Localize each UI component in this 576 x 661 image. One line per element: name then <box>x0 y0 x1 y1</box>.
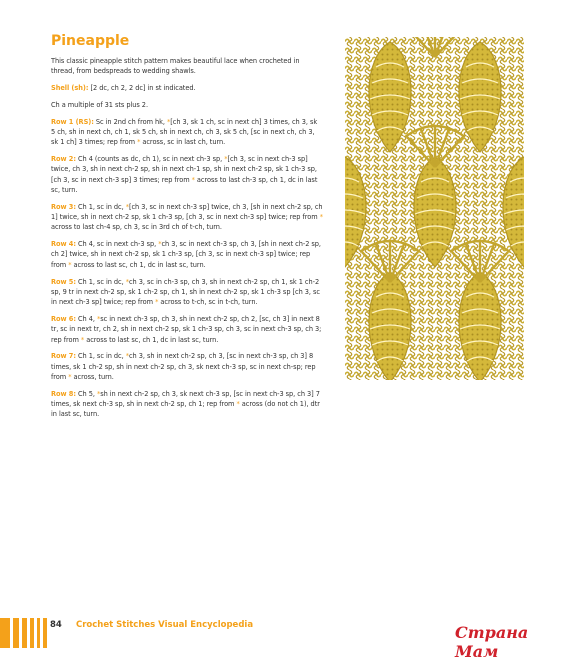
shell-label: Shell (sh): <box>51 84 89 93</box>
shell-text: [2 dc, ch 2, 2 dc] in st indicated. <box>90 84 196 93</box>
row-text-start: Ch 4, <box>77 314 97 323</box>
row-label: Row 1 (RS): <box>51 117 94 126</box>
row-label: Row 5: <box>51 277 76 286</box>
row-text-end: across to t-ch, sc in t-ch, turn. <box>158 298 258 307</box>
row-text-body: [ch 3, sc in next ch-3 sp] twice, ch 3, sh in next ch-2 sp, sh in next ch-1 sp, sh in next ch-2 sp, sk 1 ch-3 sp, [ch 3, sc in next ch-3 sp] 3 times; rep from <box>51 155 317 184</box>
site-watermark: Страна Мам <box>455 623 529 661</box>
repeat-star-icon: * <box>137 138 141 147</box>
row-text-body: ch 3, sh in next ch-2 sp, ch 3, [sc in next ch-3 sp, ch 3] 8 times, sk 1 ch-2 sp, sh in next ch-2 sp, ch 3, sk next ch-3 sp, sc in next ch-sp; rep from <box>51 352 316 381</box>
repeat-star-icon: * <box>191 175 195 184</box>
repeat-star-icon: * <box>68 260 72 269</box>
row-text-body: [ch 3, sk 1 ch, sc in next ch] 3 times, ch 3, sk 5 ch, sh in next ch, ch 1, sk 5 ch, sh in next ch, ch 3, sk 5 ch, [sc in next ch, ch 3, sk 1 ch] 3 times; rep from <box>51 117 318 147</box>
footer-stripe <box>40 618 43 648</box>
row-instruction <box>51 314 323 345</box>
row-label: Row 7: <box>51 352 76 361</box>
repeat-star-icon: * <box>166 117 171 126</box>
row-text-start: Sc in 2nd ch from hk, <box>95 117 167 126</box>
repeat-star-icon: * <box>80 335 85 344</box>
repeat-star-icon: * <box>224 155 228 164</box>
row-text-body: [ch 3, sc in next ch-3 sp] twice, ch 3, [sh in next ch-2 sp, ch 1] twice, sh in next ch-2 sp, sk 1 ch-3 sp, [ch 3, sc in next ch-3 sp] twice; rep from <box>51 202 323 222</box>
row-text-end: across (do not ch 1), dtr in last sc, turn. <box>51 400 320 419</box>
row-instruction <box>51 202 323 233</box>
page-title: Pineapple <box>51 33 130 49</box>
row-text-start: Ch 1, sc in dc, <box>77 352 126 361</box>
repeat-star-icon: * <box>125 352 129 361</box>
footer-stripe <box>34 618 37 648</box>
footer-stripe <box>10 618 13 648</box>
page-number: 84 <box>50 620 62 630</box>
row-text-end: across to last sc, ch 1, dc in last sc, turn. <box>71 260 206 269</box>
repeat-star-icon: * <box>96 389 101 398</box>
footer-stripe <box>19 618 22 648</box>
row-instruction <box>51 117 323 148</box>
row-text-end: across to last ch-3 sp, ch 1, dc in last sc, turn. <box>51 175 318 194</box>
row-label: Row 4: <box>51 240 76 249</box>
repeat-star-icon: * <box>319 213 323 222</box>
row-instruction <box>51 239 323 270</box>
shell-definition <box>51 83 323 93</box>
intro-paragraph: This classic pineapple stitch pattern makes beautiful lace when crocheted in thread, from bedspreads to wedding shawls. <box>51 57 300 76</box>
row-label: Row 8: <box>51 389 76 398</box>
pattern-instructions <box>51 56 323 426</box>
row-text-end: across to last ch-4 sp, ch 3, sc in 3rd ch of t-ch, turn. <box>51 223 222 232</box>
repeat-star-icon: * <box>158 240 162 249</box>
row-text-start: Ch 4 (counts as dc, ch 1), sc in next ch-3 sp, <box>77 155 225 164</box>
chain-instruction: Ch a multiple of 31 sts plus 2. <box>51 100 148 109</box>
row-instruction <box>51 277 323 308</box>
row-instruction <box>51 389 323 420</box>
row-label: Row 6: <box>51 314 76 323</box>
repeat-star-icon: * <box>155 298 159 307</box>
row-text-start: Ch 5, <box>77 389 97 398</box>
row-text-end: across, turn. <box>71 372 114 381</box>
row-instruction <box>51 154 323 195</box>
repeat-star-icon: * <box>125 202 129 211</box>
row-text-body: ch 3, sc in ch-3 sp, ch 3, sh in next ch-2 sp, ch 1, sk 1 ch-2 sp, 9 tr in next ch-2 sp, sk 1 ch-2 sp, ch 1, sh in next ch-2 sp, sk 1 ch-3 sp [ch 3, sc in next ch-3 sp] twice; rep from <box>51 277 320 307</box>
repeat-star-icon: * <box>68 372 72 381</box>
book-title: Crochet Stitches Visual Encyclopedia <box>76 620 254 630</box>
row-text-end: across, sc in last ch, turn. <box>140 138 226 147</box>
repeat-star-icon: * <box>125 277 129 286</box>
row-text-body: sc in next ch-3 sp, ch 3, sh in next ch-2 sp, ch 2, [sc, ch 3] in next 8 tr, sc in next tr, ch 2, sh in next ch-2 sp, sk 1 ch-3 sp, ch 3, sc in next ch-3 sp, ch 3; rep from <box>51 314 322 344</box>
row-instruction <box>51 351 323 382</box>
row-text-body: ch 3, sc in next ch-3 sp, ch 3, [sh in next ch-2 sp, ch 2] twice, sh in next ch-2 sp, sk 1 ch-3 sp, [ch 3, sc in next ch-3 sp] twice; rep from <box>51 240 321 269</box>
row-label: Row 3: <box>51 202 76 211</box>
row-text-end: across to last sc, ch 1, dc in last sc, turn. <box>84 335 219 344</box>
row-label: Row 2: <box>51 155 76 164</box>
row-text-start: Ch 4, sc in next ch-3 sp, <box>77 240 159 249</box>
footer-accent-bar <box>0 618 47 648</box>
footer-stripe <box>27 618 30 648</box>
repeat-star-icon: * <box>236 400 240 409</box>
crochet-swatch-photo <box>345 37 524 380</box>
row-text-body: sh in next ch-2 sp, ch 3, sk next ch-3 sp, [sc in next ch-3 sp, ch 3] 7 times, sk next ch-3 sp, sh in next ch-2 sp, ch 1; rep from <box>51 389 320 409</box>
row-text-start: Ch 1, sc in dc, <box>77 202 126 211</box>
repeat-star-icon: * <box>96 314 101 323</box>
row-text-start: Ch 1, sc in dc, <box>77 277 126 286</box>
